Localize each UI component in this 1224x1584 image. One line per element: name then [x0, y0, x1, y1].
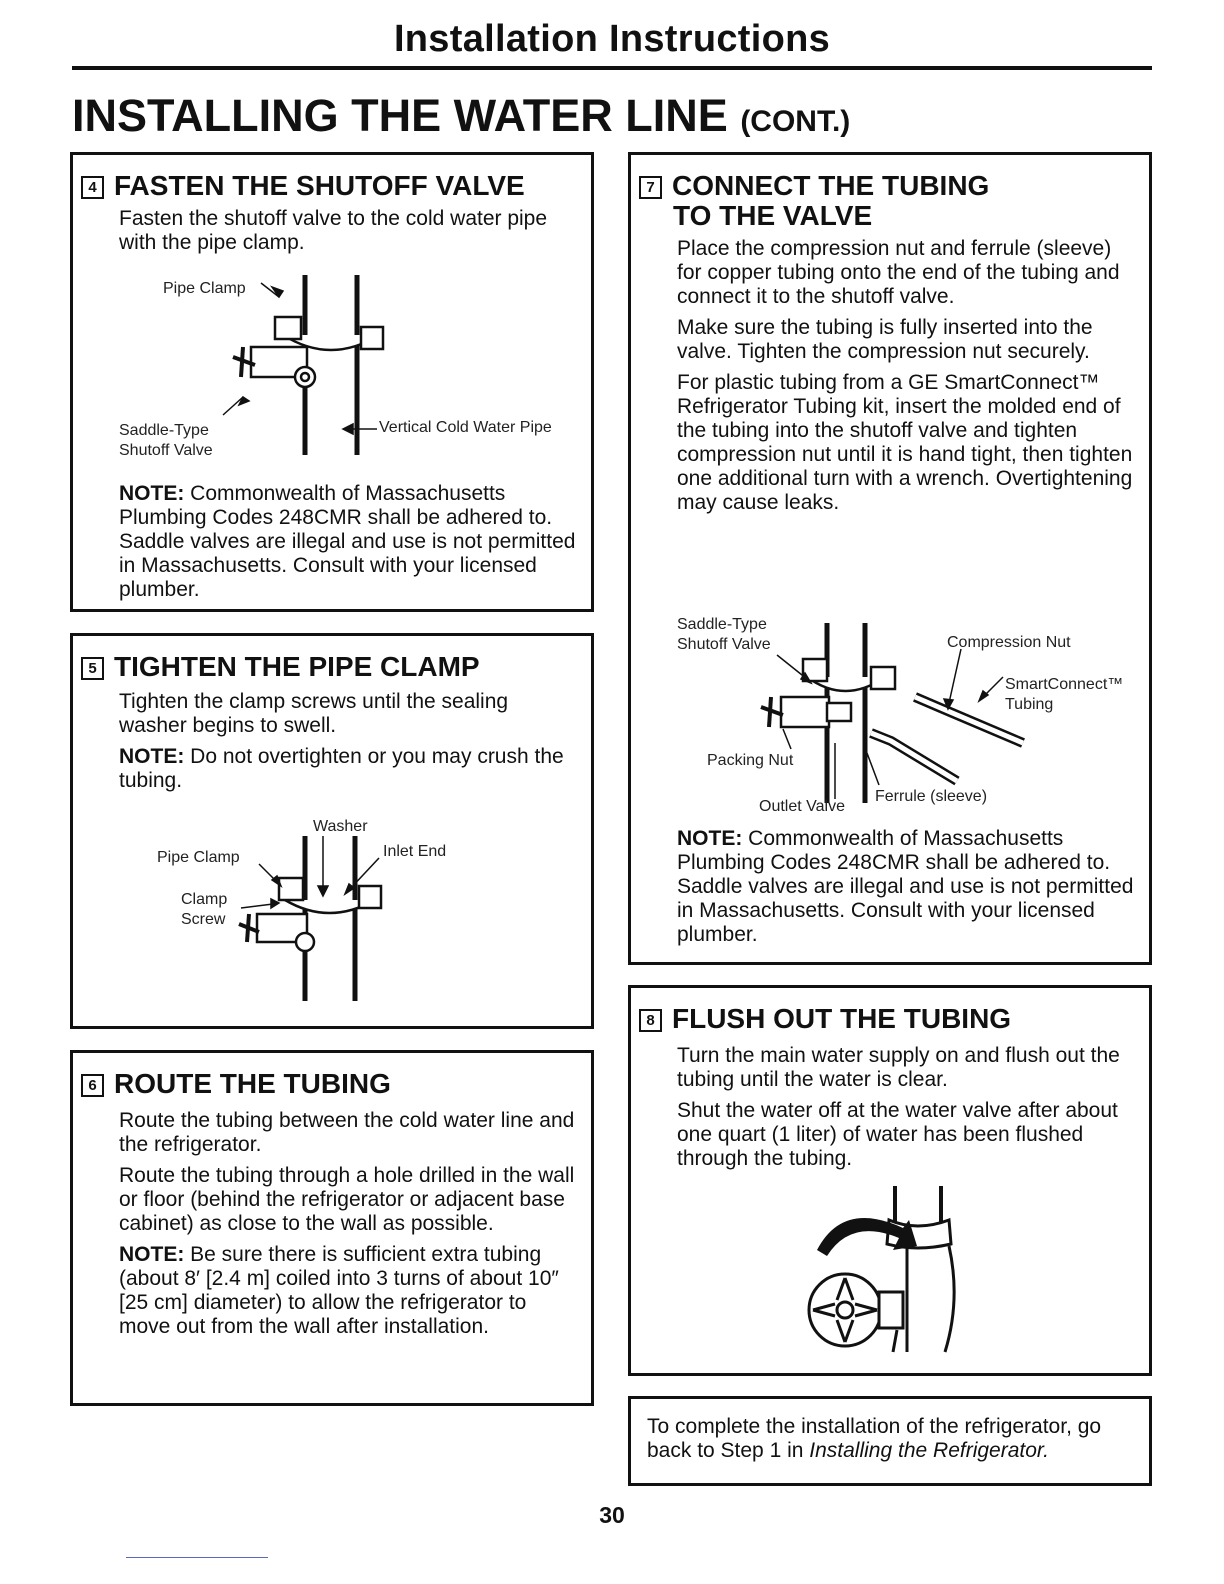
section-title [72, 90, 850, 142]
step-4-title: FASTEN THE SHUTOFF VALVE [114, 170, 525, 201]
final-note-text: To complete the installation of the refrigerator, go back to Step 1 in [647, 1415, 1102, 1462]
label-screw: Screw [181, 911, 226, 928]
step-4-note [119, 482, 579, 609]
section-title-cont: (CONT.) [740, 105, 851, 138]
step-8-text-1: Turn the main water supply on and flush out the tubing until the water is clear. [677, 1044, 1120, 1091]
step-5-number: 5 [81, 657, 104, 680]
step-6-text-1: Route the tubing between the cold water line and the refrigerator. [119, 1109, 575, 1156]
step-6-title: ROUTE THE TUBING [114, 1068, 391, 1099]
label-pipe-clamp: Pipe Clamp [163, 280, 246, 297]
step-7-text-1: Place the compression nut and ferrule (sleeve) for copper tubing onto the end of the tubing and connect it to the shutoff valve. [677, 237, 1120, 308]
step-7-text-2: Make sure the tubing is fully inserted into the valve. Tighten the compression nut securely. [677, 316, 1093, 363]
label-washer: Washer [313, 818, 368, 835]
step-4-number: 4 [81, 176, 104, 199]
label-outlet-valve: Outlet Valve [759, 798, 845, 815]
final-note-box [628, 1396, 1152, 1486]
label-vertical-cold-water-pipe: Vertical Cold Water Pipe [379, 419, 552, 436]
step-5-note-text: Do not overtighten or you may crush the tubing. [119, 745, 564, 792]
step-7-note-label: NOTE: [677, 827, 743, 850]
step-5-title: TIGHTEN THE PIPE CLAMP [114, 651, 480, 682]
step-5-text: Tighten the clamp screws until the sealing washer begins to swell. [119, 690, 509, 737]
step-6-text-2: Route the tubing through a hole drilled in the wall or floor (behind the refrigerator or adjacent base cabinet) as close to the wall as possible. [119, 1164, 575, 1235]
label-inlet-end: Inlet End [383, 843, 447, 860]
label-packing-nut: Packing Nut [707, 752, 794, 769]
final-note-link: Installing the Refrigerator. [809, 1439, 1049, 1462]
step-7-title-1: CONNECT THE TUBING [672, 170, 990, 201]
pipe-clamp-diagram [73, 816, 593, 1016]
label-ferrule: Ferrule (sleeve) [875, 788, 988, 805]
water-valve-diagram [631, 1180, 1151, 1370]
step-6-note-text: Be sure there is sufficient extra tubing (about 8′ [2.4 m] coiled into 3 turns of about 10″ [25 cm] diameter) to allow the refrigerator to move out from the wall after installation. [119, 1243, 559, 1338]
header-rule [72, 66, 1152, 70]
step-8-body [677, 1044, 1137, 1178]
step-7-body [677, 237, 1137, 522]
step-5-note-label: NOTE: [119, 745, 185, 768]
step-7-heading [639, 171, 989, 201]
label-shutoff-valve-7: Shutoff Valve [677, 636, 771, 653]
step-8-title: FLUSH OUT THE TUBING [672, 1003, 1012, 1034]
step-5-box [70, 633, 594, 1029]
section-title-text: INSTALLING THE WATER LINE [72, 90, 728, 141]
page-number: 30 [599, 1502, 625, 1528]
step-8-number: 8 [639, 1009, 662, 1032]
page-header: Installation Instructions [393, 18, 831, 60]
step-6-note-label: NOTE: [119, 1243, 185, 1266]
footer-line [126, 1557, 268, 1558]
step-8-heading [639, 1004, 1011, 1034]
label-smartconnect: SmartConnect™ [1005, 676, 1124, 693]
final-note-body [647, 1415, 1137, 1463]
step-7-note [677, 827, 1137, 954]
step-8-box [628, 985, 1152, 1376]
step-6-number: 6 [81, 1074, 104, 1097]
step-4-body [119, 207, 569, 262]
label-saddle-type-7: Saddle-Type [677, 616, 767, 633]
step-4-note-text: Commonwealth of Massachusetts Plumbing Codes 248CMR shall be adhered to. Saddle valves are illegal and use is not permitted in Massachusetts. Consult with your licensed plumber. [119, 482, 576, 601]
label-clamp: Clamp [181, 891, 228, 908]
step-7-number: 7 [639, 176, 662, 199]
step-7-heading-2: TO THE VALVE [673, 200, 873, 231]
step-6-heading [81, 1069, 391, 1099]
step-7-note-text: Commonwealth of Massachusetts Plumbing Codes 248CMR shall be adhered to. Saddle valves are illegal and use is not permitted in Massachusetts. Consult with your licensed plumber. [677, 827, 1134, 946]
step-4-text: Fasten the shutoff valve to the cold water pipe with the pipe clamp. [119, 207, 548, 254]
label-saddle-type: Saddle-Type [119, 422, 209, 439]
step-5-heading [81, 652, 480, 682]
step-8-text-2: Shut the water off at the water valve after about one quart (1 liter) of water has been flushed through the tubing. [677, 1099, 1118, 1170]
step-6-box [70, 1050, 594, 1406]
step-7-box [628, 152, 1152, 965]
step-4-note-label: NOTE: [119, 482, 185, 505]
label-pipe-clamp-5: Pipe Clamp [157, 849, 240, 866]
label-compression-nut: Compression Nut [947, 634, 1071, 651]
label-tubing: Tubing [1005, 696, 1054, 713]
step-4-box [70, 152, 594, 612]
step-7-text-3: For plastic tubing from a GE SmartConnect™ Refrigerator Tubing kit, insert the molded end of the tubing into the shutoff valve and tighten compression nut until it is hand tight, then tighten one additional turn with a wrench. Overtightening may cause leaks. [677, 371, 1133, 514]
step-6-body [119, 1109, 579, 1346]
step-4-heading [81, 171, 525, 201]
label-shutoff-valve: Shutoff Valve [119, 442, 213, 459]
step-5-body [119, 690, 579, 800]
